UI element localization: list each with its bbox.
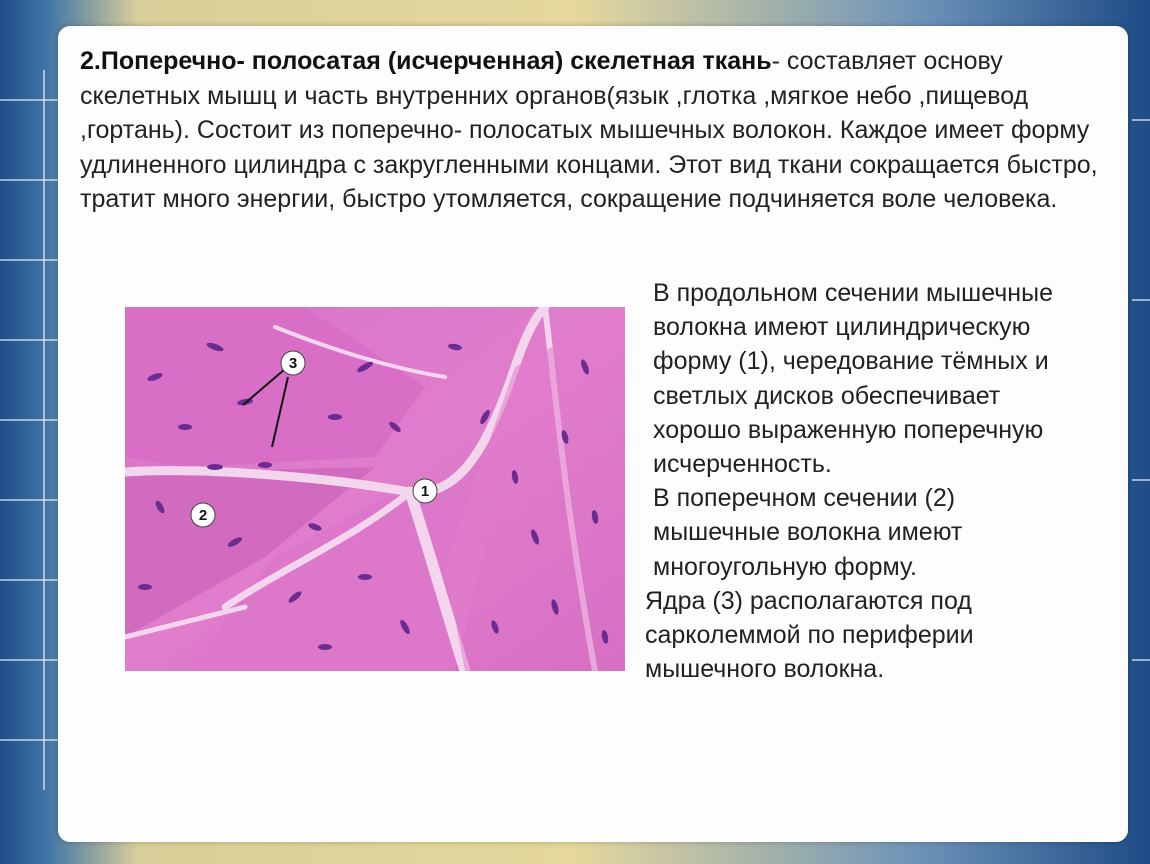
intro-paragraph [80, 44, 1120, 217]
figure-label-2: 2 [198, 507, 208, 524]
figure-label-1: 1 [420, 483, 430, 500]
side-text [645, 276, 1085, 686]
side-paragraph-cross-section: В поперечном сечении (2) мышечные волокна имеют многоугольную форму. [653, 484, 963, 581]
side-paragraph-nuclei: Ядра (3) располагаются под сарколеммой по периферии мышечного волокна. [645, 586, 974, 684]
muscle-tissue-micrograph [125, 307, 625, 671]
intro-lead: 2.Поперечно- полосатая (исчерченная) скелетная ткань [80, 47, 772, 75]
figure-label-3: 3 [288, 355, 298, 372]
side-paragraph-longitudinal: В продольном сечении мышечные волокна имеют цилиндрическую форму (1), чередование тёмных и светлых дисков обеспечивает хорошо выраженную поперечную исчерченность. [653, 279, 1053, 479]
intro-text: - составляет основу скелетных мышц и часть внутренних органов(язык ,глотка ,мягкое небо ,пищевод ,гортань). Состоит из поперечно- полосатых мышечных волокон. Каждое имеет форму удлиненного цилиндра с закругленными концами. Этот вид ткани сокращается быстро, тратит много энергии, быстро утомляется, сокращение подчиняется воле человека. [80, 47, 1098, 213]
